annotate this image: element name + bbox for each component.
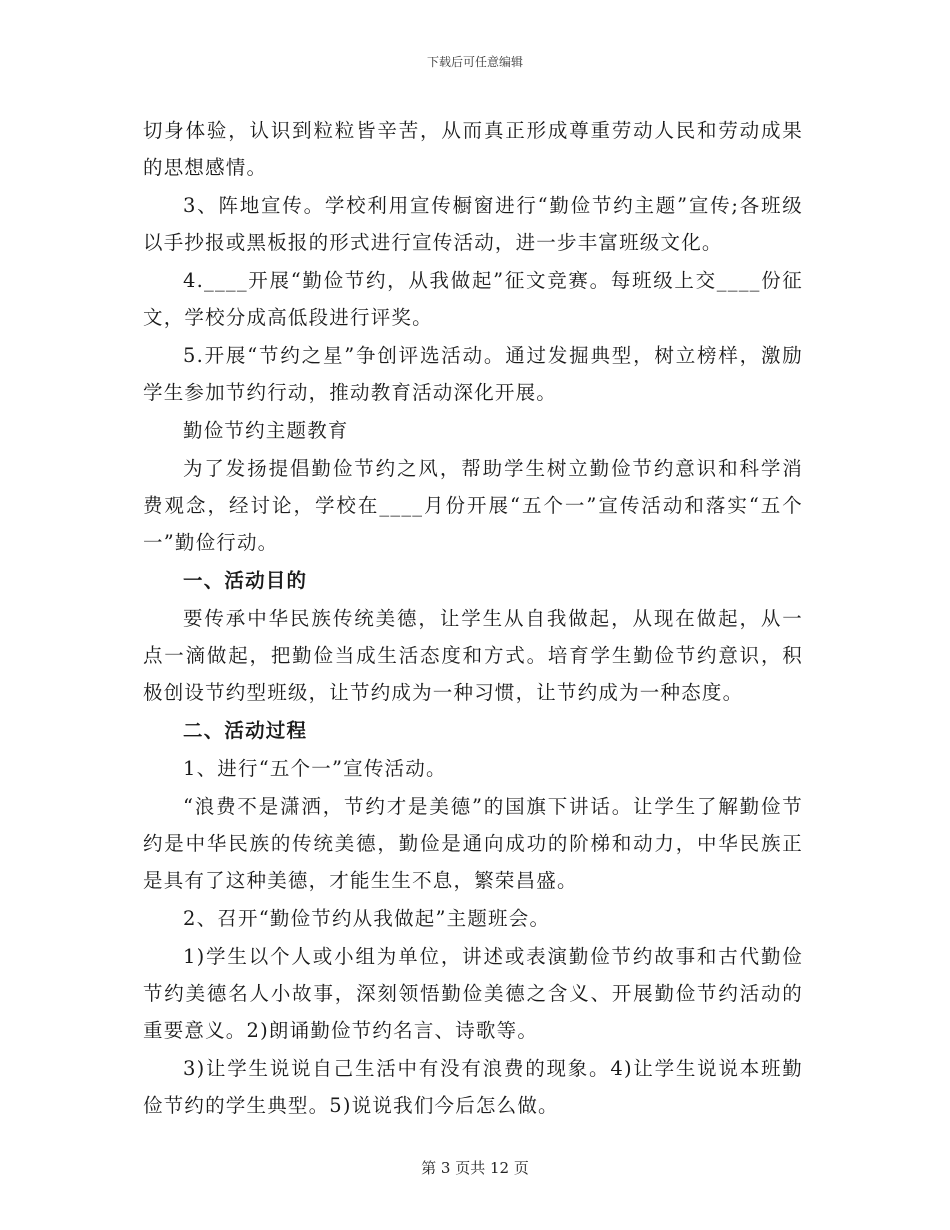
paragraph-4: 5.开展“节约之星”争创评选活动。通过发掘典型，树立榜样，激励学生参加节约行动，推动教育活动深化开展。 [143,344,803,404]
document-body [143,112,803,1125]
paragraph-8: 要传承中华民族传统美德，让学生从自我做起，从现在做起，从一点一滴做起，把勤俭当成生活态度和方式。培育学生勤俭节约意识，积极创设节约型班级，让节约成为一种习惯，让节约成为一种态度。 [143,607,803,704]
paragraph-12: 2、召开“勤俭节约从我做起”主题班会。 [183,907,551,930]
paragraph-14: 3)让学生说说自己生活中有没有浪费的现象。4)让学生说说本班勤俭节约的学生典型。5)说说我们今后怎么做。 [143,1057,803,1117]
paragraph-13: 1)学生以个人或小组为单位，讲述或表演勤俭节约故事和古代勤俭节约美德名人小故事，深刻领悟勤俭美德之含义、开展勤俭节约活动的重要意义。2)朗诵勤俭节约名言、诗歌等。 [143,945,803,1042]
paragraph-1: 切身体验，认识到粒粒皆辛苦，从而真正形成尊重劳动人民和劳动成果的思想感情。 [143,119,803,179]
section-subtitle: 勤俭节约主题教育 [183,419,349,442]
heading-purpose: 一、活动目的 [183,569,308,592]
paragraph-2: 3、阵地宣传。学校利用宣传橱窗进行“勤俭节约主题”宣传;各班级以手抄报或黑板报的形式进行宣传活动，进一步丰富班级文化。 [143,194,803,254]
paragraph-6: 为了发扬提倡勤俭节约之风，帮助学生树立勤俭节约意识和科学消费观念，经讨论，学校在____月份开展“五个一”宣传活动和落实“五个一”勤俭行动。 [143,457,803,554]
page-header: 下载后可任意编辑 [426,55,523,69]
page-footer: 第 3 页共 12 页 [421,1159,529,1177]
paragraph-10: 1、进行“五个一”宣传活动。 [183,757,447,780]
paragraph-3: 4.____开展“勤俭节约，从我做起”征文竞赛。每班级上交____份征文，学校分成高低段进行评奖。 [143,269,803,329]
heading-process: 二、活动过程 [183,719,308,742]
paragraph-11: “浪费不是潇洒，节约才是美德”的国旗下讲话。让学生了解勤俭节约是中华民族的传统美德，勤俭是通向成功的阶梯和动力，中华民族正是具有了这种美德，才能生生不息，繁荣昌盛。 [143,795,803,892]
